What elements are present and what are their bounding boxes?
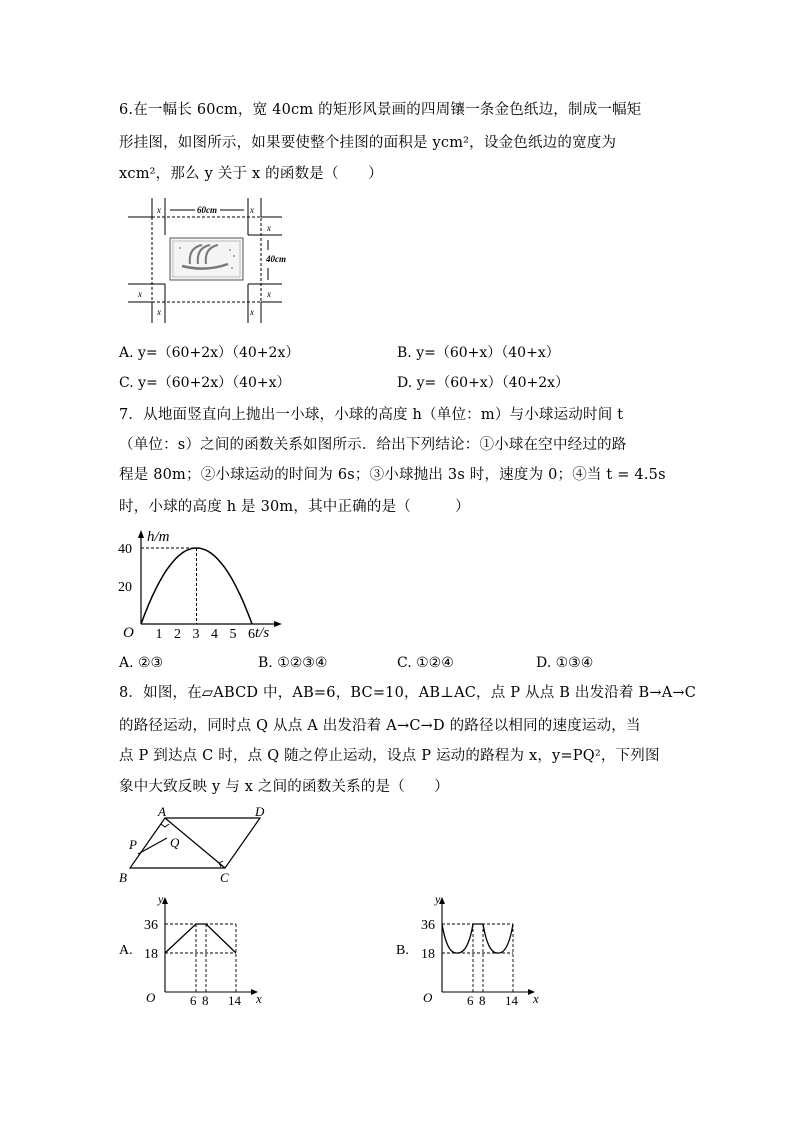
q6-label-x: x — [138, 289, 142, 299]
q6-frame-figure — [120, 198, 290, 328]
q8-graph-a[interactable] — [115, 888, 275, 1008]
q6-option-b[interactable]: B. y=（60+x）（40+x） — [397, 345, 560, 361]
q7-origin: O — [123, 625, 134, 641]
q7-height-time-chart — [117, 528, 287, 643]
q8-graph-a-x6: 6 — [190, 993, 197, 1008]
q8-graph-b-y36: 36 — [421, 918, 435, 933]
q8-graph-a-xlabel: x — [256, 991, 262, 1006]
q8-graph-a-x8: 8 — [202, 993, 209, 1008]
q7-xtick-4: 4 — [211, 627, 218, 642]
q7-ytick-40: 40 — [118, 542, 132, 557]
q8-graph-a-label: A. — [119, 943, 133, 958]
q7-ytick-20: 20 — [118, 580, 132, 595]
q6-label-40: 40cm — [266, 254, 286, 264]
q8-graph-a-x14: 14 — [228, 993, 241, 1008]
q8-graph-b-label: B. — [396, 943, 409, 958]
q7-line-3: 程是 80m；②小球运动的时间为 6s；③小球抛出 3s 时，速度为 0；④当 t = 4.5s — [119, 467, 666, 483]
q8-graph-b-series — [442, 924, 513, 953]
q8-graph-b-x14: 14 — [505, 993, 518, 1008]
q8-graph-b-y18: 18 — [421, 947, 435, 962]
q8-graph-b-x8: 8 — [479, 993, 486, 1008]
q8-line-3: 点 P 到达点 C 时，点 Q 随之停止运动，设点 P 运动的路程为 x，y=PQ²，下列图 — [119, 748, 660, 764]
q8-line-2: 的路径运动，同时点 Q 从点 A 出发沿着 A→C→D 的路径以相同的速度运动，当 — [119, 718, 641, 734]
q7-xtick-2: 2 — [174, 627, 181, 642]
q7-option-b[interactable]: B. ①②③④ — [258, 655, 328, 671]
q7-option-d[interactable]: D. ①③④ — [536, 655, 594, 671]
q7-line-2: （单位：s）之间的函数关系如图所示．给出下列结论：①小球在空中经过的路 — [119, 437, 627, 453]
q8-graph-b-origin: O — [423, 990, 433, 1005]
q7-option-a[interactable]: A. ②③ — [119, 655, 164, 671]
q6-option-d[interactable]: D. y=（60+x）（40+2x） — [397, 375, 570, 391]
q8-line-4: 象中大致反映 y 与 x 之间的函数关系的是（ ） — [119, 779, 450, 795]
q6-label-x: x — [267, 223, 271, 233]
q8-label-d: D — [255, 804, 265, 819]
q8-graph-a-y18: 18 — [144, 947, 158, 962]
q8-label-a: A — [158, 804, 166, 819]
q8-graph-b-ylabel: y — [435, 892, 441, 906]
q8-graph-b-xlabel: x — [533, 991, 539, 1006]
q6-label-x: x — [267, 289, 271, 299]
q7-line-1: 7．从地面竖直向上抛出一小球，小球的高度 h（单位：m）与小球运动时间 t — [119, 407, 624, 423]
q6-line-2: 形挂图，如图所示，如果要使整个挂图的面积是 ycm²，设金色纸边的宽度为 — [119, 135, 617, 151]
q7-line-4: 时，小球的高度 h 是 30m，其中正确的是（ ） — [119, 499, 470, 515]
q8-line-1: 8．如图，在▱ABCD 中，AB=6，BC=10，AB⊥AC，点 P 从点 B 出发沿着 B→A→C — [119, 685, 697, 701]
q6-line-1: 6.在一幅长 60cm，宽 40cm 的矩形风景画的四周镶一条金色纸边，制成一幅矩 — [119, 102, 642, 118]
q6-label-x: x — [250, 205, 254, 215]
q6-label-x: x — [157, 307, 161, 317]
q7-xlabel: t/s — [255, 625, 270, 641]
q6-option-a[interactable]: A. y=（60+2x）（40+2x） — [119, 345, 300, 361]
q8-graph-a-ylabel: y — [158, 892, 164, 906]
q7-xtick-3: 3 — [192, 627, 200, 642]
q7-xtick-1: 1 — [155, 627, 163, 642]
q8-graph-a-y36: 36 — [144, 918, 158, 933]
q6-option-c[interactable]: C. y=（60+2x）（40+x） — [119, 375, 291, 391]
q8-graph-b[interactable] — [392, 888, 552, 1008]
q6-label-60: 60cm — [197, 205, 217, 215]
q7-xtick-5: 5 — [229, 627, 237, 642]
q8-label-c: C — [220, 870, 229, 885]
q8-graph-a-series — [165, 924, 236, 953]
q7-option-c[interactable]: C. ①②④ — [397, 655, 454, 671]
q6-label-x: x — [157, 205, 161, 215]
q7-xtick-6: 6 — [248, 627, 255, 642]
q8-graph-b-x6: 6 — [467, 993, 474, 1008]
q6-line-3: xcm²，那么 y 关于 x 的函数是（ ） — [119, 166, 383, 182]
q6-label-x: x — [250, 307, 254, 317]
q8-label-b: B — [119, 870, 127, 885]
q8-parallelogram-figure — [115, 803, 275, 885]
q7-ylabel: h/m — [147, 529, 170, 545]
q8-label-q: Q — [170, 835, 180, 850]
q8-label-p: P — [129, 837, 137, 852]
q8-graph-a-origin: O — [146, 990, 156, 1005]
